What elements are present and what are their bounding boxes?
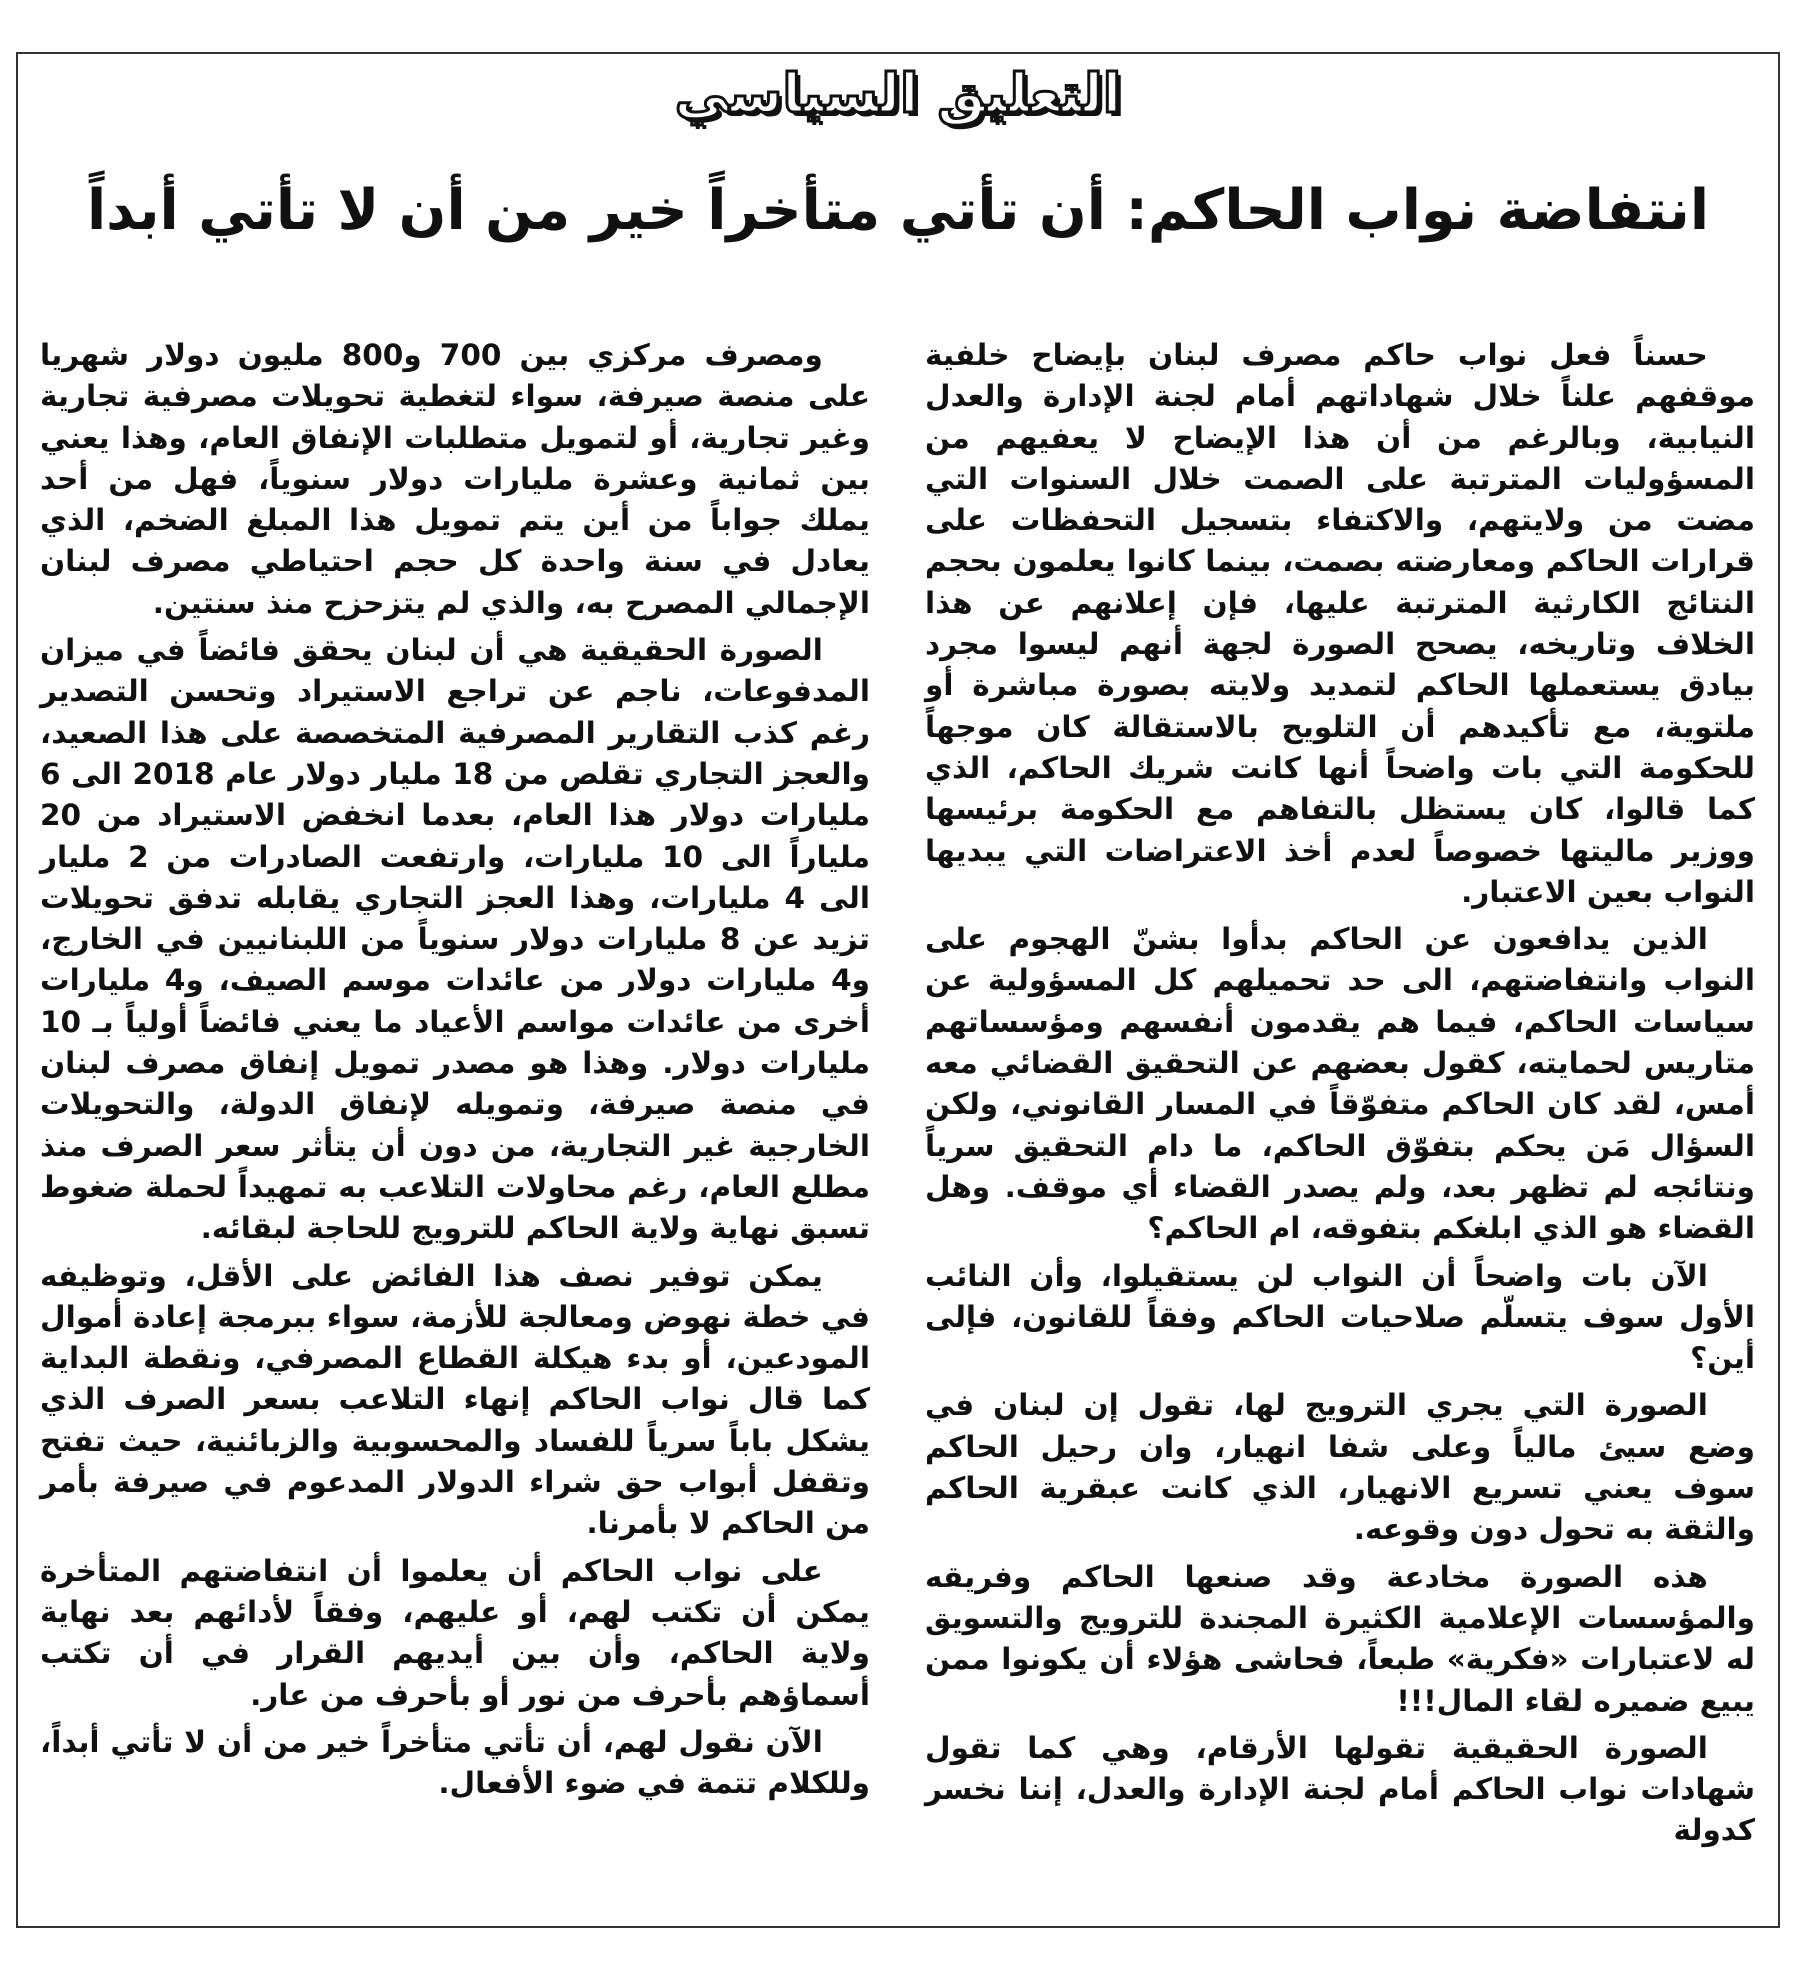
section-label: التعليق السياسي <box>674 62 1122 125</box>
paragraph: الآن بات واضحاً أن النواب لن يستقيلوا، وأن النائب الأول سوف يتسلّم صلاحيات الحاكم وفقاً للقانون، فإلى أين؟ <box>925 1258 1755 1376</box>
left-column <box>40 335 870 1810</box>
article-headline: انتفاضة نواب الحاكم: أن تأتي متأخراً خير من أن لا تأتي أبداً <box>86 178 1710 243</box>
paragraph: الصورة الحقيقية تقولها الأرقام، وهي كما تقول شهادات نواب الحاكم أمام لجنة الإدارة والعدل، إننا نخسر كدولة <box>925 1730 1755 1848</box>
paragraph: ومصرف مركزي بين 700 و800 مليون دولار شهريا على منصة صيرفة، سواء لتغطية تحويلات مصرفية تجارية وغير تجارية، أو لتمويل متطلبات الإنفاق العام، وهذا يعني بين ثمانية وعشرة مليارات دولار سنوياً، فهل من أحد يملك جواباً من أين يتم تمويل هذا المبلغ الضخم، الذي يعادل في سنة واحدة كل حجم احتياطي مصرف لبنان الإجمالي المصرح به، والذي لم يتزحزح منذ سنتين. <box>40 338 870 620</box>
paragraph: الذين يدافعون عن الحاكم بدأوا بشنّ الهجوم على النواب وانتفاضتهم، الى حد تحميلهم كل المسؤولية عن سياسات الحاكم، فيما هم يقدمون أنفسهم ومؤسساتهم متاريس لحمايته، كقول بعضهم عن التحقيق القضائي معه أمس، لقد كان الحاكم متفوّقاً في المسار القانوني، ولكن السؤال مَن يحكم بتفوّق الحاكم، ما دام التحقيق سرياً ونتائجه لم تظهر بعد، ولم يصدر القضاء أي موقف. وهل القضاء هو الذي ابلغكم بتفوقه، ام الحاكم؟ <box>925 922 1755 1246</box>
paragraph: الصورة التي يجري الترويج لها، تقول إن لبنان في وضع سيئ مالياً وعلى شفا انهيار، وان رحيل الحاكم سوف يعني تسريع الانهيار، الذي كانت عبقرية الحاكم والثقة به تحول دون وقوعه. <box>925 1388 1755 1547</box>
paragraph: الصورة الحقيقية هي أن لبنان يحقق فائضاً في ميزان المدفوعات، ناجم عن تراجع الاستيراد وتحسن التصدير رغم كذب التقارير المصرفية المتخصصة على هذا الصعيد، والعجز التجاري تقلص من 18 مليار دولار عام 2018 الى 6 مليارات دولار هذا العام، بعدما انخفض الاستيراد من 20 ملياراً الى 10 مليارات، وارتفعت الصادرات من 2 مليار الى 4 مليارات، وهذا العجز التجاري يقابله تدفق تحويلات تزيد عن 8 مليارات دولار سنوياً من اللبنانيين في الخارج، و4 مليارات دولار من عائدات موسم الصيف، و4 مليارات أخرى من عائدات مواسم الأعياد ما يعني فائضاً أولياً بـ 10 مليارات دولار. وهذا هو مصدر تمويل إنفاق مصرف لبنان في منصة صيرفة، وتمويله لإنفاق الدولة، والتحويلات الخارجية غير التجارية، من دون أن يتأثر سعر الصرف منذ مطلع العام، رغم محاولات التلاعب به تمهيداً لحملة ضغوط تسبق نهاية ولاية الحاكم للترويج للحاجة لبقائه. <box>40 633 871 1246</box>
paragraph: على نواب الحاكم أن يعلموا أن انتفاضتهم المتأخرة يمكن أن تكتب لهم، أو عليهم، وفقاً لأدائهم بعد نهاية ولاية الحاكم، وأن بين أيديهم القرار في أن تكتب أسماؤهم بأحرف من نور أو بأحرف من عار. <box>40 1553 870 1712</box>
paragraph: الآن نقول لهم، أن تأتي متأخراً خير من أن لا تأتي أبداً، وللكلام تتمة في ضوء الأفعال. <box>40 1724 870 1801</box>
paragraph: يمكن توفير نصف هذا الفائض على الأقل، وتوظيفه في خطة نهوض ومعالجة للأزمة، سواء ببرمجة إعادة أموال المودعين، أو بدء هيكلة القطاع المصرفي، ونقطة البداية كما قال نواب الحاكم إنهاء التلاعب بسعر الصرف الذي يشكل باباً سرياً للفساد والمحسوبية والزبائنية، حيث تفتح وتقفل أبواب حق شراء الدولار المدعوم في صيرفة بأمر من الحاكم لا بأمرنا. <box>40 1258 870 1541</box>
paragraph: حسناً فعل نواب حاكم مصرف لبنان بإيضاح خلفية موقفهم علناً خلال شهاداتهم أمام لجنة الإدارة والعدل النيابية، وبالرغم من أن هذا الإيضاح لا يعفيهم من المسؤوليات المترتبة على الصمت خلال السنوات التي مضت من ولايتهم، والاكتفاء بتسجيل التحفظات على قرارات الحاكم ومعارضته بصمت، بينما كانوا يعلمون بحجم النتائج الكارثية المترتبة عليها، فإن إعلانهم عن هذا الخلاف وتاريخه، يصحح الصورة لجهة أنهم ليسوا مجرد بيادق يستعملها الحاكم لتمديد ولايته بصورة مباشرة أو ملتوية، مع تأكيدهم أن التلويح بالاستقالة كان موجهاً للحكومة التي بات واضحاً أنها كانت شريك الحاكم، الذي كما قالوا، كان يستظل بالتفاهم مع الحكومة برئيسها ووزير ماليتها خصوصاً لعدم أخذ الاعتراضات التي يبديها النواب بعين الاعتبار. <box>925 338 1755 909</box>
paragraph: هذه الصورة مخادعة وقد صنعها الحاكم وفريقه والمؤسسات الإعلامية الكثيرة المجندة للترويج والتسويق له لاعتبارات «فكرية» طبعاً، فحاشى هؤلاء أن يكونوا ممن يبيع ضميره لقاء المال!!! <box>925 1559 1755 1718</box>
right-column <box>925 335 1755 1858</box>
